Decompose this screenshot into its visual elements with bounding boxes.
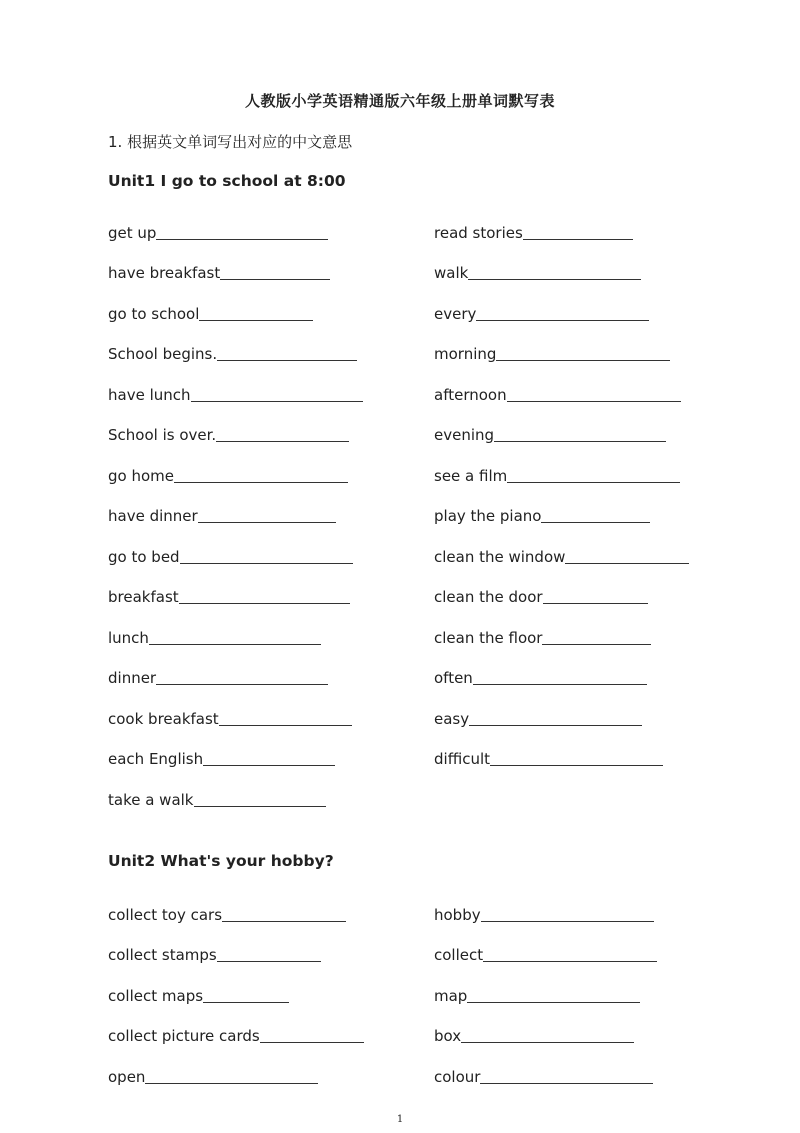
vocabulary-word: play the piano: [434, 507, 542, 525]
vocabulary-word: go to bed: [108, 547, 180, 566]
answer-blank-line: [507, 468, 680, 483]
left-column-entry: [108, 1068, 434, 1087]
answer-blank-line: [156, 670, 328, 685]
answer-blank-line: [541, 508, 650, 523]
page-title: 人教版小学英语精通版六年级上册单词默写表: [244, 92, 555, 110]
vocabulary-word: colour: [434, 1067, 481, 1086]
answer-blank-line: [222, 907, 346, 922]
answer-blank-line: [145, 1069, 318, 1084]
unit1-word-grid: [108, 202, 728, 810]
left-column-entry: [108, 264, 434, 283]
answer-blank-line: [217, 346, 357, 361]
vocabulary-word: clean the door: [434, 588, 543, 606]
answer-blank-line: [543, 589, 648, 604]
left-column-entry: [108, 386, 434, 405]
word-row: [108, 243, 728, 284]
answer-blank-line: [203, 751, 335, 766]
page-number: 1: [396, 1114, 404, 1125]
vocabulary-word: go home: [108, 466, 174, 485]
left-column-entry: [108, 588, 434, 607]
left-column-entry: [108, 426, 434, 445]
right-column-entry: [434, 467, 728, 486]
left-column-entry: [108, 791, 434, 810]
right-column-entry: [434, 1027, 728, 1046]
answer-blank-line: [194, 792, 326, 807]
answer-blank-line: [219, 711, 352, 726]
word-row: [108, 445, 728, 486]
vocabulary-word: collect toy cars: [108, 905, 223, 924]
right-column-entry: [434, 629, 728, 648]
answer-blank-line: [467, 988, 640, 1003]
answer-blank-line: [523, 225, 633, 240]
vocabulary-word: cook breakfast: [108, 709, 219, 728]
right-column-entry: [434, 1068, 728, 1087]
left-column-entry: [108, 669, 434, 688]
vocabulary-word: go to school: [108, 304, 200, 323]
vocabulary-word: have breakfast: [108, 264, 221, 282]
right-column-entry: [434, 264, 728, 283]
vocabulary-word: read stories: [434, 223, 523, 242]
vocabulary-word: evening: [434, 426, 495, 444]
word-row: [108, 925, 728, 966]
vocabulary-word: collect maps: [108, 986, 204, 1005]
vocabulary-word: see a film: [434, 466, 508, 485]
answer-blank-line: [220, 265, 330, 280]
answer-blank-line: [260, 1028, 364, 1043]
right-column-entry: [434, 710, 728, 729]
answer-blank-line: [461, 1028, 634, 1043]
answer-blank-line: [216, 427, 349, 442]
vocabulary-word: often: [434, 669, 473, 687]
left-column-entry: [108, 750, 434, 769]
answer-blank-line: [469, 711, 642, 726]
vocabulary-word: map: [434, 986, 468, 1005]
word-row: [108, 526, 728, 567]
answer-blank-line: [149, 630, 321, 645]
answer-blank-line: [480, 1069, 653, 1084]
answer-blank-line: [496, 346, 670, 361]
word-row: [108, 884, 728, 925]
left-column-entry: [108, 507, 434, 526]
left-column-entry: [108, 305, 434, 324]
vocabulary-word: have lunch: [108, 385, 191, 404]
vocabulary-word: lunch: [108, 628, 149, 647]
word-row: [108, 607, 728, 648]
vocabulary-word: get up: [108, 223, 157, 242]
left-column-entry: [108, 467, 434, 486]
vocabulary-word: hobby: [434, 905, 481, 924]
answer-blank-line: [217, 947, 321, 962]
answer-blank-line: [468, 265, 641, 280]
vocabulary-word: every: [434, 304, 477, 323]
left-column-entry: [108, 946, 434, 965]
word-row: [108, 567, 728, 608]
answer-blank-line: [542, 630, 651, 645]
word-row: [108, 688, 728, 729]
answer-blank-line: [490, 751, 663, 766]
answer-blank-line: [481, 907, 654, 922]
left-column-entry: [108, 906, 434, 925]
word-row: [108, 769, 728, 810]
left-column-entry: [108, 548, 434, 567]
vocabulary-word: open: [108, 1067, 146, 1086]
answer-blank-line: [473, 670, 647, 685]
vocabulary-word: collect stamps: [108, 946, 217, 964]
vocabulary-word: difficult: [434, 750, 490, 768]
answer-blank-line: [180, 549, 353, 564]
left-column-entry: [108, 345, 434, 364]
right-column-entry: [434, 426, 728, 445]
word-row: [108, 364, 728, 405]
answer-blank-line: [156, 225, 328, 240]
left-column-entry: [108, 224, 434, 243]
word-row: [108, 729, 728, 770]
vocabulary-word: easy: [434, 709, 470, 728]
left-column-entry: [108, 1027, 434, 1046]
right-column-entry: [434, 946, 728, 965]
vocabulary-word: have dinner: [108, 507, 198, 525]
right-column-entry: [434, 588, 728, 607]
right-column-entry: [434, 548, 728, 567]
word-row: [108, 202, 728, 243]
vocabulary-word: take a walk: [108, 790, 194, 809]
word-row: [108, 1046, 728, 1087]
unit2-word-grid: [108, 884, 728, 1087]
vocabulary-word: School is over.: [108, 426, 217, 444]
answer-blank-line: [203, 988, 289, 1003]
answer-blank-line: [191, 387, 363, 402]
answer-blank-line: [476, 306, 649, 321]
vocabulary-word: dinner: [108, 669, 157, 687]
right-column-entry: [434, 305, 728, 324]
vocabulary-word: each English: [108, 750, 204, 768]
word-row: [108, 324, 728, 365]
right-column-entry: [434, 507, 728, 526]
vocabulary-word: walk: [434, 264, 469, 282]
right-column-entry: [434, 669, 728, 688]
answer-blank-line: [199, 306, 313, 321]
vocabulary-word: collect: [434, 946, 484, 964]
vocabulary-word: clean the floor: [434, 628, 543, 647]
right-column-entry: [434, 386, 728, 405]
vocabulary-word: collect picture cards: [108, 1027, 260, 1045]
answer-blank-line: [565, 549, 689, 564]
word-row: [108, 1006, 728, 1047]
vocabulary-word: breakfast: [108, 588, 179, 606]
left-column-entry: [108, 710, 434, 729]
vocabulary-word: afternoon: [434, 385, 507, 404]
word-row: [108, 405, 728, 446]
word-row: [108, 965, 728, 1006]
right-column-entry: [434, 906, 728, 925]
word-row: [108, 283, 728, 324]
answer-blank-line: [179, 589, 350, 604]
unit1-heading: Unit1 I go to school at 8:00: [108, 172, 346, 190]
right-column-entry: [434, 750, 728, 769]
right-column-entry: [434, 224, 728, 243]
vocabulary-word: clean the window: [434, 547, 566, 566]
right-column-entry: [434, 987, 728, 1006]
answer-blank-line: [494, 427, 666, 442]
unit2-heading: Unit2 What's your hobby?: [108, 852, 334, 870]
answer-blank-line: [483, 947, 657, 962]
vocabulary-word: School begins.: [108, 345, 218, 363]
answer-blank-line: [507, 387, 681, 402]
left-column-entry: [108, 629, 434, 648]
right-column-entry: [434, 345, 728, 364]
word-row: [108, 648, 728, 689]
answer-blank-line: [198, 508, 336, 523]
word-row: [108, 486, 728, 527]
vocabulary-word: box: [434, 1027, 462, 1045]
instruction-text: 1. 根据英文单词写出对应的中文意思: [108, 133, 353, 151]
answer-blank-line: [174, 468, 348, 483]
vocabulary-word: morning: [434, 345, 497, 363]
left-column-entry: [108, 987, 434, 1006]
